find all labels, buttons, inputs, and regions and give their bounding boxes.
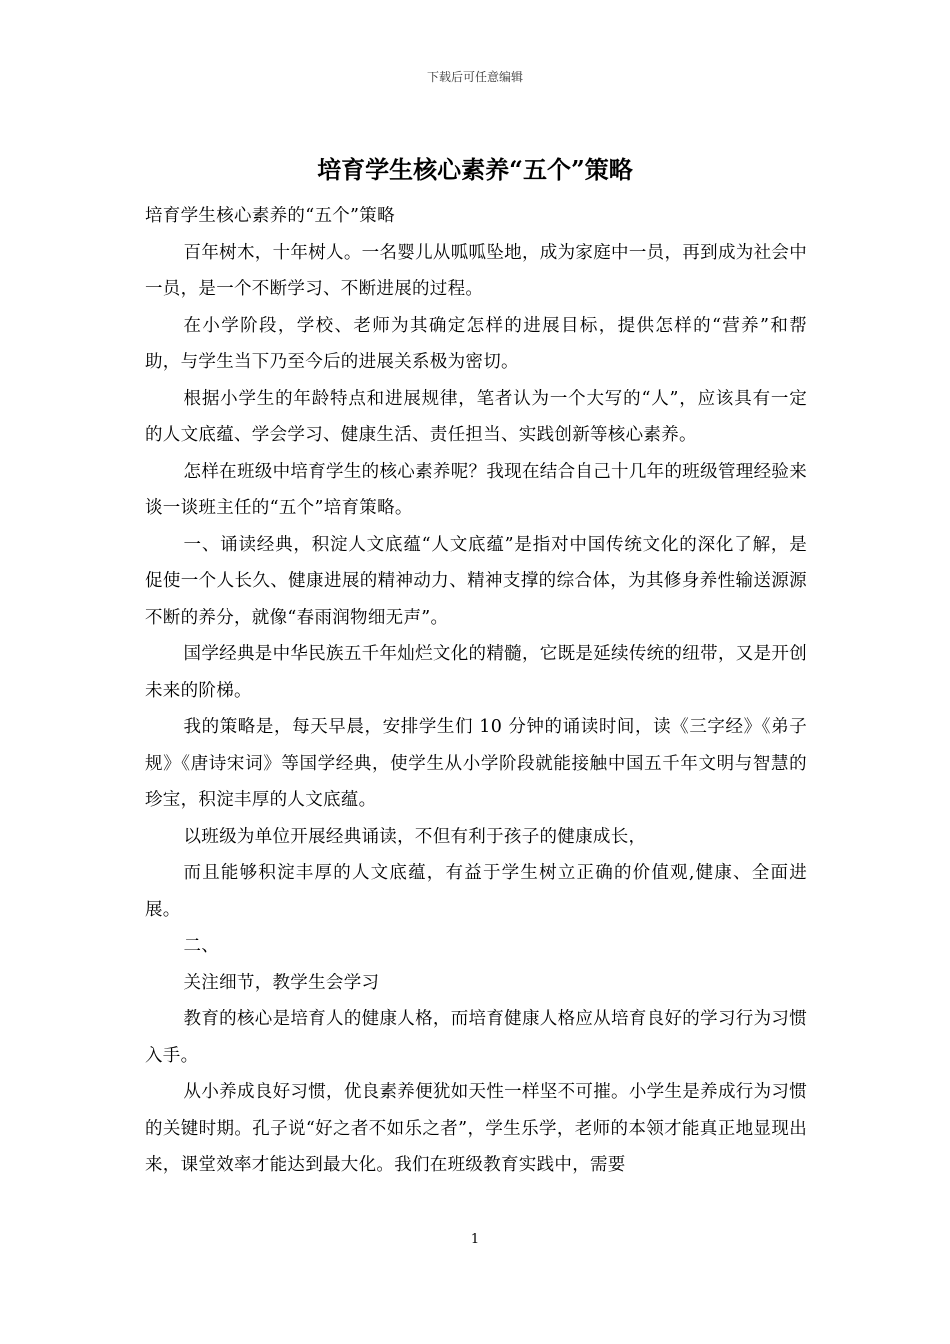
paragraph-5: 一、诵读经典，积淀人文底蕴“人文底蕴”是指对中国传统文化的深化了解，是促使一个人长久、健康进展的精神动力、精神支撑的综合体，为其修身养性输送源源不断的养分，就像“春雨润物细无声”。 — [145, 534, 807, 628]
paragraph-10: 二、 — [183, 936, 220, 956]
paragraph-11: 关注细节，教学生会学习 — [183, 972, 380, 993]
document-title: 培育学生核心素养“五个”策略 — [317, 155, 633, 184]
paragraph-9: 而且能够积淀丰厚的人文底蕴，有益于学生树立正确的价值观,健康、全面进展。 — [145, 863, 807, 920]
paragraph-7: 我的策略是，每天早晨，安排学生们 10 分钟的诵读时间，读《三字经》《弟子规》《唐诗宋词》等国学经典，使学生从小学阶段就能接触中国五千年文明与智慧的珍宝，积淀丰厚的人文底蕴。 — [145, 717, 807, 810]
paragraph-1: 百年树木，十年树人。一名婴儿从呱呱坠地，成为家庭中一员，再到成为社会中一员，是一个不断学习、不断进展的过程。 — [145, 242, 807, 299]
document-body — [145, 198, 807, 1184]
document-subtitle: 培育学生核心素养的“五个”策略 — [145, 206, 395, 226]
paragraph-13: 从小养成良好习惯，优良素养便犹如天性一样坚不可摧。小学生是养成行为习惯的关键时期。孔子说“好之者不如乐之者”，学生乐学，老师的本领才能真正地显现出来，课堂效率才能达到最大化。我们在班级教育实践中，需要 — [145, 1082, 807, 1175]
paragraph-8: 以班级为单位开展经典诵读，不但有利于孩子的健康成长， — [183, 826, 647, 847]
paragraph-3: 根据小学生的年龄特点和进展规律，笔者认为一个大写的“人”，应该具有一定的人文底蕴、学会学习、健康生活、责任担当、实践创新等核心素养。 — [145, 388, 807, 445]
paragraph-2: 在小学阶段，学校、老师为其确定怎样的进展目标，提供怎样的“营养”和帮助，与学生当下乃至今后的进展关系极为密切。 — [145, 315, 807, 372]
paragraph-12: 教育的核心是培育人的健康人格，而培育健康人格应从培育良好的学习行为习惯入手。 — [145, 1009, 807, 1066]
header-note: 下载后可任意编辑 — [426, 70, 523, 84]
paragraph-4: 怎样在班级中培育学生的核心素养呢？我现在结合自己十几年的班级管理经验来谈一谈班主任的“五个”培育策略。 — [145, 461, 807, 518]
paragraph-6: 国学经典是中华民族五千年灿烂文化的精髓，它既是延续传统的纽带，又是开创未来的阶梯。 — [145, 644, 807, 701]
page-number: 1 — [470, 1232, 480, 1247]
